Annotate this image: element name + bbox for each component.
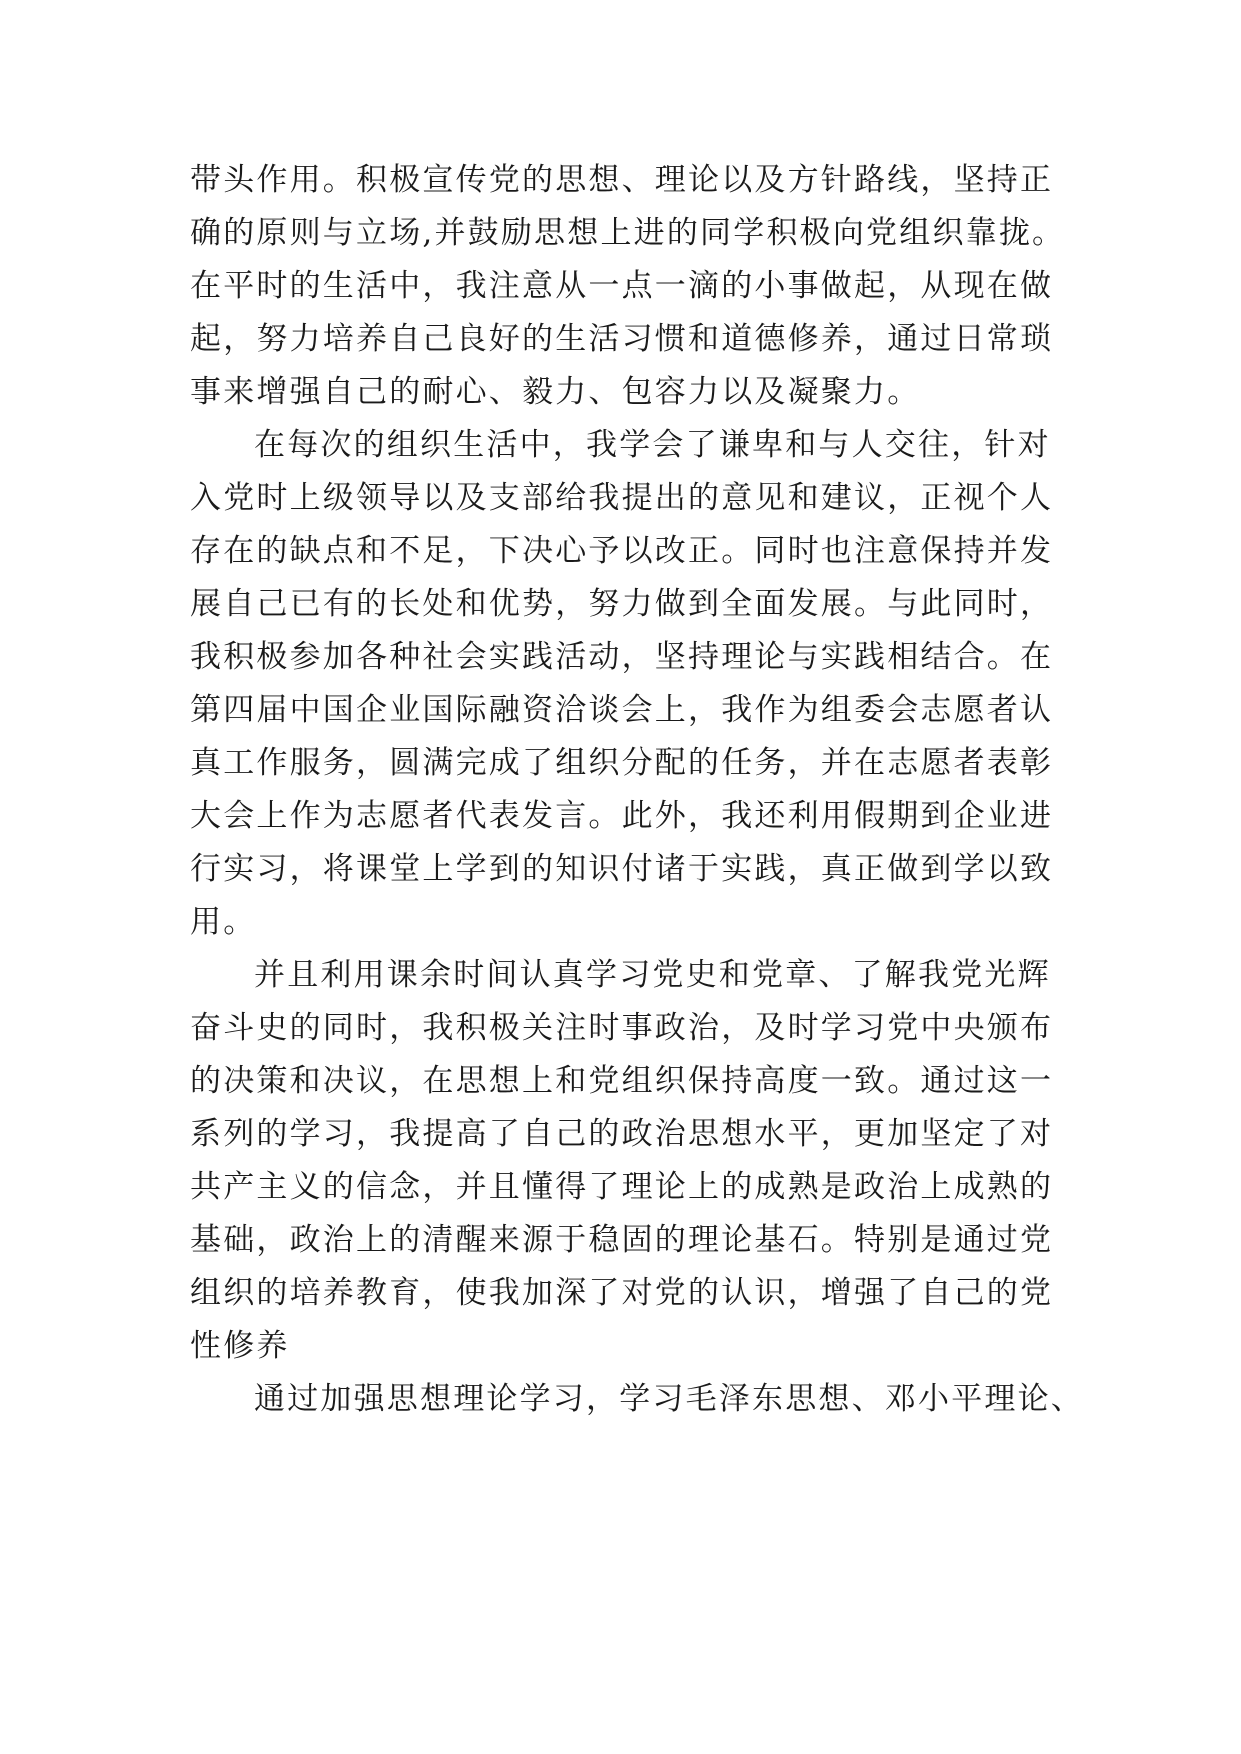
- paragraph-2-line-10: 用。: [190, 904, 257, 940]
- paragraph-2-line-7: 真工作服务，圆满完成了组织分配的任务，并在志愿者表彰: [190, 745, 1054, 781]
- paragraph-1-line-1: 带头作用。积极宣传党的思想、理论以及方针路线，坚持正: [190, 162, 1054, 198]
- paragraph-2-line-5: 我积极参加各种社会实践活动，坚持理论与实践相结合。在: [190, 639, 1054, 675]
- paragraph-2-line-8: 大会上作为志愿者代表发言。此外，我还利用假期到企业进: [190, 798, 1054, 834]
- paragraph-4-line-1: 通过加强思想理论学习，学习毛泽东思想、邓小平理论、: [254, 1381, 1084, 1417]
- paragraph-2-line-2: 入党时上级领导以及支部给我提出的意见和建议，正视个人: [190, 480, 1054, 516]
- paragraph-3-line-4: 系列的学习，我提高了自己的政治思想水平，更加坚定了对: [190, 1116, 1054, 1152]
- paragraph-3-line-2: 奋斗史的同时，我积极关注时事政治，及时学习党中央颁布: [190, 1010, 1054, 1046]
- paragraph-1-line-4: 起，努力培养自己良好的生活习惯和道德修养，通过日常琐: [190, 321, 1054, 357]
- paragraph-2-line-6: 第四届中国企业国际融资洽谈会上，我作为组委会志愿者认: [190, 692, 1054, 728]
- paragraph-2-line-4: 展自己已有的长处和优势，努力做到全面发展。与此同时，: [190, 586, 1054, 622]
- paragraph-2-line-1: 在每次的组织生活中，我学会了谦卑和与人交往，针对: [254, 427, 1051, 463]
- paragraph-3-line-1: 并且利用课余时间认真学习党史和党章、了解我党光辉: [254, 957, 1051, 993]
- paragraph-1-line-3: 在平时的生活中，我注意从一点一滴的小事做起，从现在做: [190, 268, 1054, 304]
- paragraph-3-line-8: 性修养: [190, 1328, 290, 1364]
- paragraph-3-line-6: 基础，政治上的清醒来源于稳固的理论基石。特别是通过党: [190, 1222, 1054, 1258]
- paragraph-2-line-3: 存在的缺点和不足，下决心予以改正。同时也注意保持并发: [190, 533, 1054, 569]
- paragraph-3-line-5: 共产主义的信念，并且懂得了理论上的成熟是政治上成熟的: [190, 1169, 1054, 1205]
- paragraph-2-line-9: 行实习，将课堂上学到的知识付诸于实践，真正做到学以致: [190, 851, 1054, 887]
- paragraph-1-line-2: 确的原则与立场,并鼓励思想上进的同学积极向党组织靠拢。: [190, 215, 1066, 251]
- paragraph-3-line-3: 的决策和决议，在思想上和党组织保持高度一致。通过这一: [190, 1063, 1054, 1099]
- paragraph-3-line-7: 组织的培养教育，使我加深了对党的认识，增强了自己的党: [190, 1275, 1054, 1311]
- paragraph-1-line-5: 事来增强自己的耐心、毅力、包容力以及凝聚力。: [190, 374, 921, 410]
